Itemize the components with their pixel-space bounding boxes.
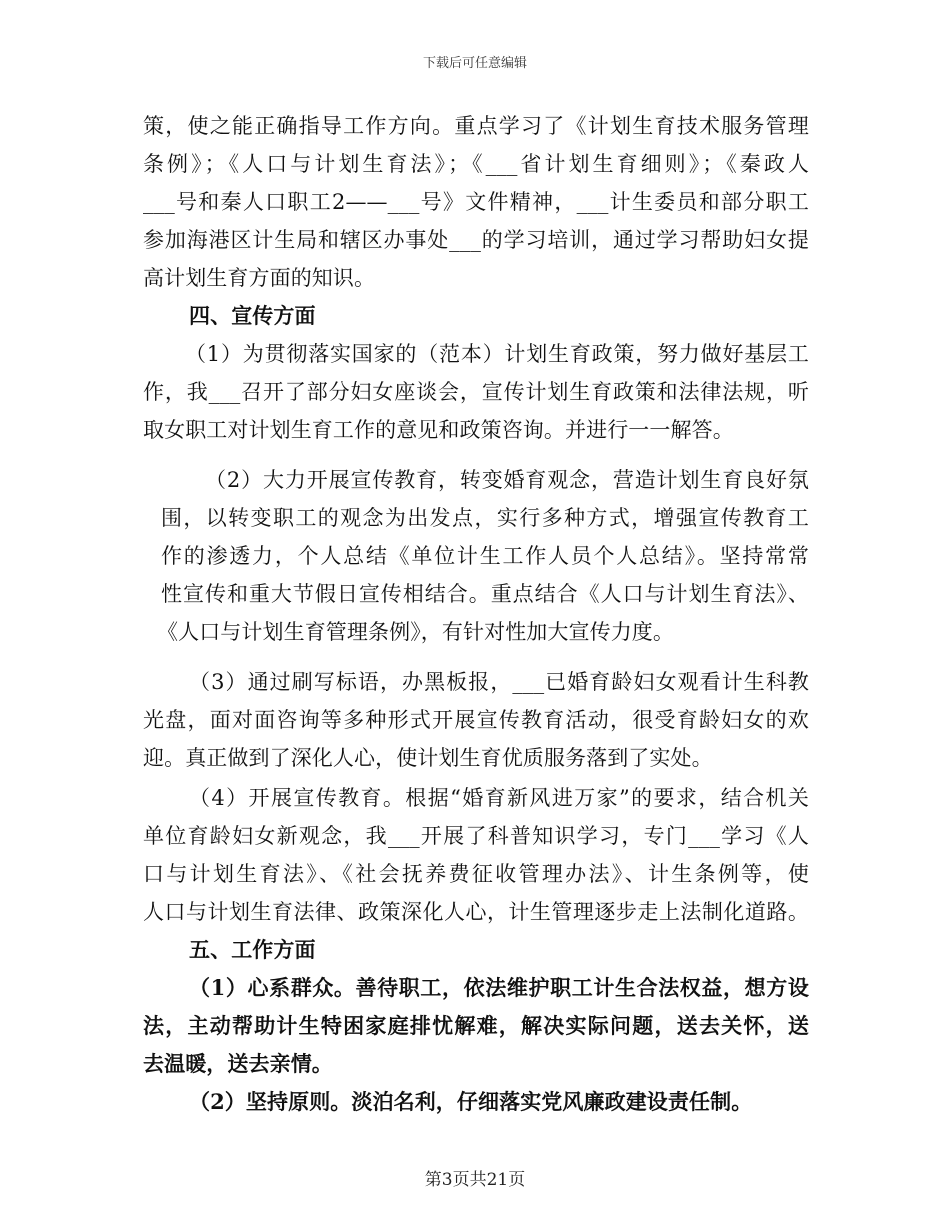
text-line: 《人口与计划生育管理条例》，有针对性加大宣传力度。 — [157, 620, 674, 644]
text-line: 光盘，面对面咨询等多种形式开展宣传教育活动，很受育龄妇女的欢 — [143, 708, 809, 732]
text-line: 条例》；《人口与计划生育法》；《___省计划生育细则》；《秦政人 — [143, 152, 809, 176]
text-line: 作，我___召开了部分妇女座谈会，宣传计划生育政策和法律法规，听 — [143, 380, 809, 404]
text-line: （2）大力开展宣传教育，转变婚育观念，营造计划生育良好氛 — [205, 468, 809, 492]
text-line: （3）通过刷写标语，办黑板报，___已婚育龄妇女观看计生科教 — [189, 670, 809, 694]
section-heading-work: 五、工作方面 — [189, 937, 316, 962]
text-line: 作的渗透力，个人总结《单位计生工作人员个人总结》。坚持常常 — [161, 544, 809, 568]
text-line: 围，以转变职工的观念为出发点，实行多种方式，增强宣传教育工 — [161, 506, 809, 530]
text-line: 参加海港区计生局和辖区办事处___的学习培训，通过学习帮助妇女提 — [143, 228, 809, 252]
text-line: （2）坚持原则。淡泊名利，仔细落实党风廉政建设责任制。 — [189, 1089, 753, 1114]
text-line: 取女职工对计划生育工作的意见和政策咨询。并进行一一解答。 — [143, 418, 734, 442]
text-line: ___号和秦人口职工2——___号》文件精神，___计生委员和部分职工 — [143, 190, 809, 214]
text-line: 去温暖，送去亲情。 — [143, 1051, 333, 1076]
text-line: 高计划生育方面的知识。 — [143, 266, 376, 290]
text-line: 策，使之能正确指导工作方向。重点学习了《计划生育技术服务管理 — [143, 114, 809, 138]
text-line: 迎。真正做到了深化人心，使计划生育优质服务落到了实处。 — [143, 746, 713, 770]
text-line: （1）为贯彻落实国家的（范本）计划生育政策，努力做好基层工 — [185, 342, 809, 366]
text-line: 人口与计划生育法律、政策深化人心，计生管理逐步走上法制化道路。 — [143, 900, 809, 924]
text-line: 法，主动帮助计生特困家庭排忧解难，解决实际问题，送去关怀，送 — [143, 1013, 809, 1038]
text-line: （1）心系群众。善待职工，依法维护职工计生合法权益，想方设 — [189, 975, 809, 1000]
section-heading-publicity: 四、宣传方面 — [189, 303, 316, 328]
page-number-footer: 第3页共21页 — [424, 1170, 526, 1190]
text-line: 单位育龄妇女新观念，我___开展了科普知识学习，专门___学习《人 — [143, 824, 809, 848]
text-line: 性宣传和重大节假日宣传相结合。重点结合《人口与计划生育法》、 — [161, 582, 809, 606]
text-line: 口与计划生育法》、《社会抚养费征收管理办法》、计生条例等，使 — [143, 862, 809, 886]
text-line: （4）开展宣传教育。根据“婚育新风进万家”的要求，结合机关 — [189, 786, 809, 810]
page-header-note: 下载后可任意编辑 — [422, 56, 527, 71]
